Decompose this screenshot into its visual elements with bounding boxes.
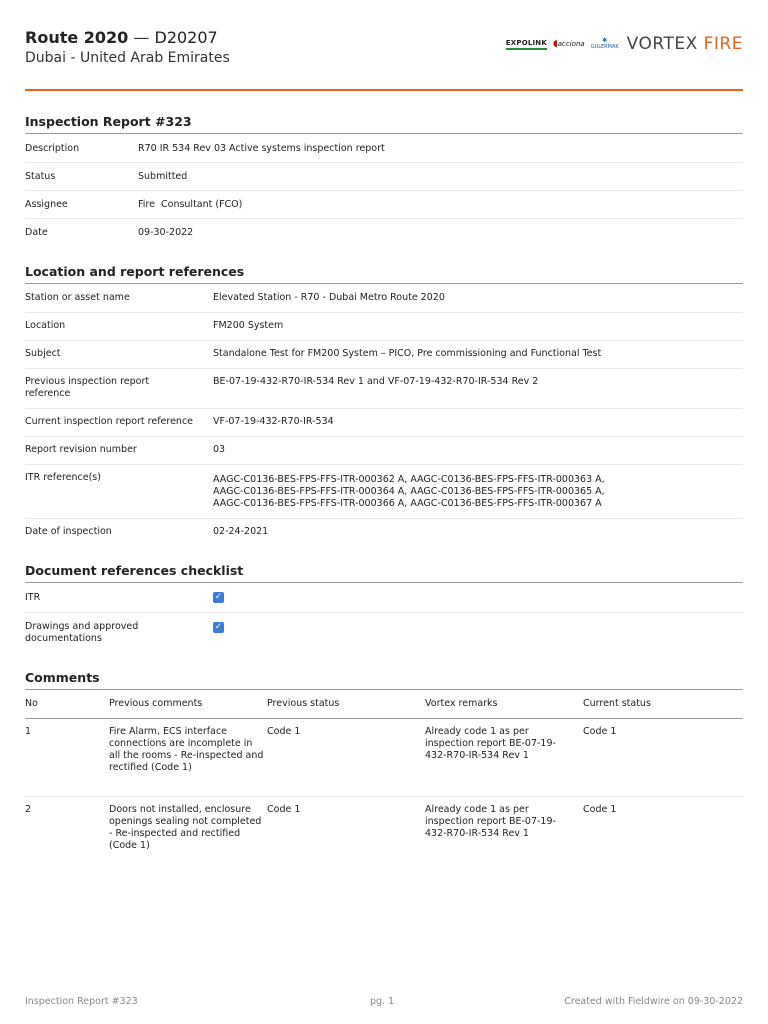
row-label: Previous inspection report reference xyxy=(25,376,150,399)
row-value: VF-07-19-432-R70-IR-534 xyxy=(213,416,334,427)
cell-current-status: Code 1 xyxy=(583,804,617,815)
row-label: Assignee xyxy=(25,199,68,210)
row-label: ITR reference(s) xyxy=(25,472,101,483)
row-label: Description xyxy=(25,143,80,154)
checklist-label: ITR xyxy=(25,592,41,603)
row-value: 02-24-2021 xyxy=(213,526,269,537)
column-header-no: No xyxy=(25,698,38,709)
cell-previous-comments: Doors not installed, enclosure openings sealing not completed - Re-inspected and rectified (Code 1) xyxy=(109,804,262,851)
acciona-logo-mark: ◖ xyxy=(553,39,558,49)
checklist-section-title: Document references checklist xyxy=(25,563,244,578)
comments-section-title: Comments xyxy=(25,670,100,685)
section-divider xyxy=(25,582,743,583)
loc-row-itr-refs xyxy=(25,472,743,519)
title-separator: — xyxy=(133,28,150,47)
cell-previous-status: Code 1 xyxy=(267,726,301,737)
row-value: 09-30-2022 xyxy=(138,227,194,238)
section-divider xyxy=(25,689,743,690)
gulermak-emblem-icon: ✶ xyxy=(600,36,609,46)
loc-row-inspection-date xyxy=(25,526,743,546)
footer-report-name: Inspection Report #323 xyxy=(25,996,138,1007)
info-row-status xyxy=(25,171,743,191)
expolink-logo: EXPOLINK xyxy=(506,39,547,50)
vortex-fire-logo xyxy=(627,34,743,54)
acciona-logo-text: acciona xyxy=(557,40,585,48)
column-header-previous-status: Previous status xyxy=(267,698,340,709)
row-value: Fire Consultant (FCO) xyxy=(138,199,243,210)
column-header-previous-comments: Previous comments xyxy=(109,698,203,709)
loc-row-subject xyxy=(25,348,743,369)
footer-page-number: pg. 1 xyxy=(370,996,395,1007)
row-value: FM200 System xyxy=(213,320,284,331)
row-value: AAGC-C0136-BES-FPS-FFS-ITR-000362 A, AAGC-C0136-BES-FPS-FFS-ITR-000363 A, AAGC-C0136-BES-FPS-FFS-ITR-000364 A, AAGC-C0136-BES-FPS-FFS-ITR-000365 A, AAGC-C0136-BES-FPS-FFS-ITR-000366 A, AAGC-C0136-BES-FPS-FFS-ITR-000367 A xyxy=(213,474,605,509)
row-label: Date xyxy=(25,227,48,238)
inspection-section-title: Inspection Report #323 xyxy=(25,114,192,129)
acciona-logo xyxy=(553,39,585,49)
cell-vortex-remarks: Already code 1 as per inspection report BE-07-19-432-R70-IR-534 Rev 1 xyxy=(425,726,556,761)
gulermak-logo-text: GULERMAK xyxy=(590,44,619,50)
loc-row-location xyxy=(25,320,743,341)
row-label: Status xyxy=(25,171,56,182)
gulermak-logo xyxy=(591,38,619,50)
cell-current-status: Code 1 xyxy=(583,726,617,737)
loc-row-station xyxy=(25,292,743,313)
checklist-item-itr xyxy=(25,592,743,613)
loc-row-current-ref xyxy=(25,416,743,437)
fire-logo-text: FIRE xyxy=(703,34,743,54)
column-header-current-status: Current status xyxy=(583,698,651,709)
project-location: Dubai - United Arab Emirates xyxy=(25,50,230,66)
vortex-logo-text: VORTEX xyxy=(626,34,698,54)
location-section-title: Location and report references xyxy=(25,264,245,279)
page-header xyxy=(25,28,743,72)
row-label: Station or asset name xyxy=(25,292,130,303)
row-value: BE-07-19-432-R70-IR-534 Rev 1 and VF-07-19-432-R70-IR-534 Rev 2 xyxy=(213,376,539,387)
section-divider xyxy=(25,283,743,284)
cell-no: 1 xyxy=(25,726,32,737)
cell-previous-comments: Fire Alarm, ECS interface connections are incomplete in all the rooms - Re-inspected and rectified (Code 1) xyxy=(109,726,264,773)
row-value: R70 IR 534 Rev 03 Active systems inspection report xyxy=(138,143,385,154)
project-name: Route 2020 xyxy=(25,28,129,47)
footer-created-with: Created with Fieldwire on 09-30-2022 xyxy=(564,996,743,1007)
info-row-assignee xyxy=(25,199,743,219)
logo-strip xyxy=(506,34,743,54)
cell-previous-status: Code 1 xyxy=(267,804,301,815)
loc-row-revision xyxy=(25,444,743,465)
cell-no: 2 xyxy=(25,804,32,815)
row-label: Date of inspection xyxy=(25,526,112,537)
row-label: Location xyxy=(25,320,66,331)
row-value: Elevated Station - R70 - Dubai Metro Route 2020 xyxy=(213,292,445,303)
table-row xyxy=(25,726,743,797)
column-header-vortex-remarks: Vortex remarks xyxy=(425,698,498,709)
header-divider xyxy=(25,89,743,91)
info-row-date xyxy=(25,227,743,246)
row-label: Subject xyxy=(25,348,61,359)
comments-table-header xyxy=(25,698,743,719)
table-row xyxy=(25,804,743,868)
checklist-label: Drawings and approved documentations xyxy=(25,621,139,644)
row-value: Standalone Test for FM200 System – PICO, Pre commissioning and Functional Test xyxy=(213,348,602,359)
checkbox-checked-icon[interactable]: ✓ xyxy=(214,592,223,602)
section-divider xyxy=(25,133,743,134)
row-value: Submitted xyxy=(138,171,188,182)
loc-row-previous-ref xyxy=(25,376,743,409)
cell-vortex-remarks: Already code 1 as per inspection report BE-07-19-432-R70-IR-534 Rev 1 xyxy=(425,804,556,839)
info-row-description xyxy=(25,143,743,163)
checkbox-checked-icon[interactable]: ✓ xyxy=(214,622,223,632)
checklist-item-drawings xyxy=(25,621,743,647)
project-code: D20207 xyxy=(154,28,218,47)
row-label: Report revision number xyxy=(25,444,137,455)
row-label: Current inspection report reference xyxy=(25,416,194,427)
row-value: 03 xyxy=(213,444,226,455)
